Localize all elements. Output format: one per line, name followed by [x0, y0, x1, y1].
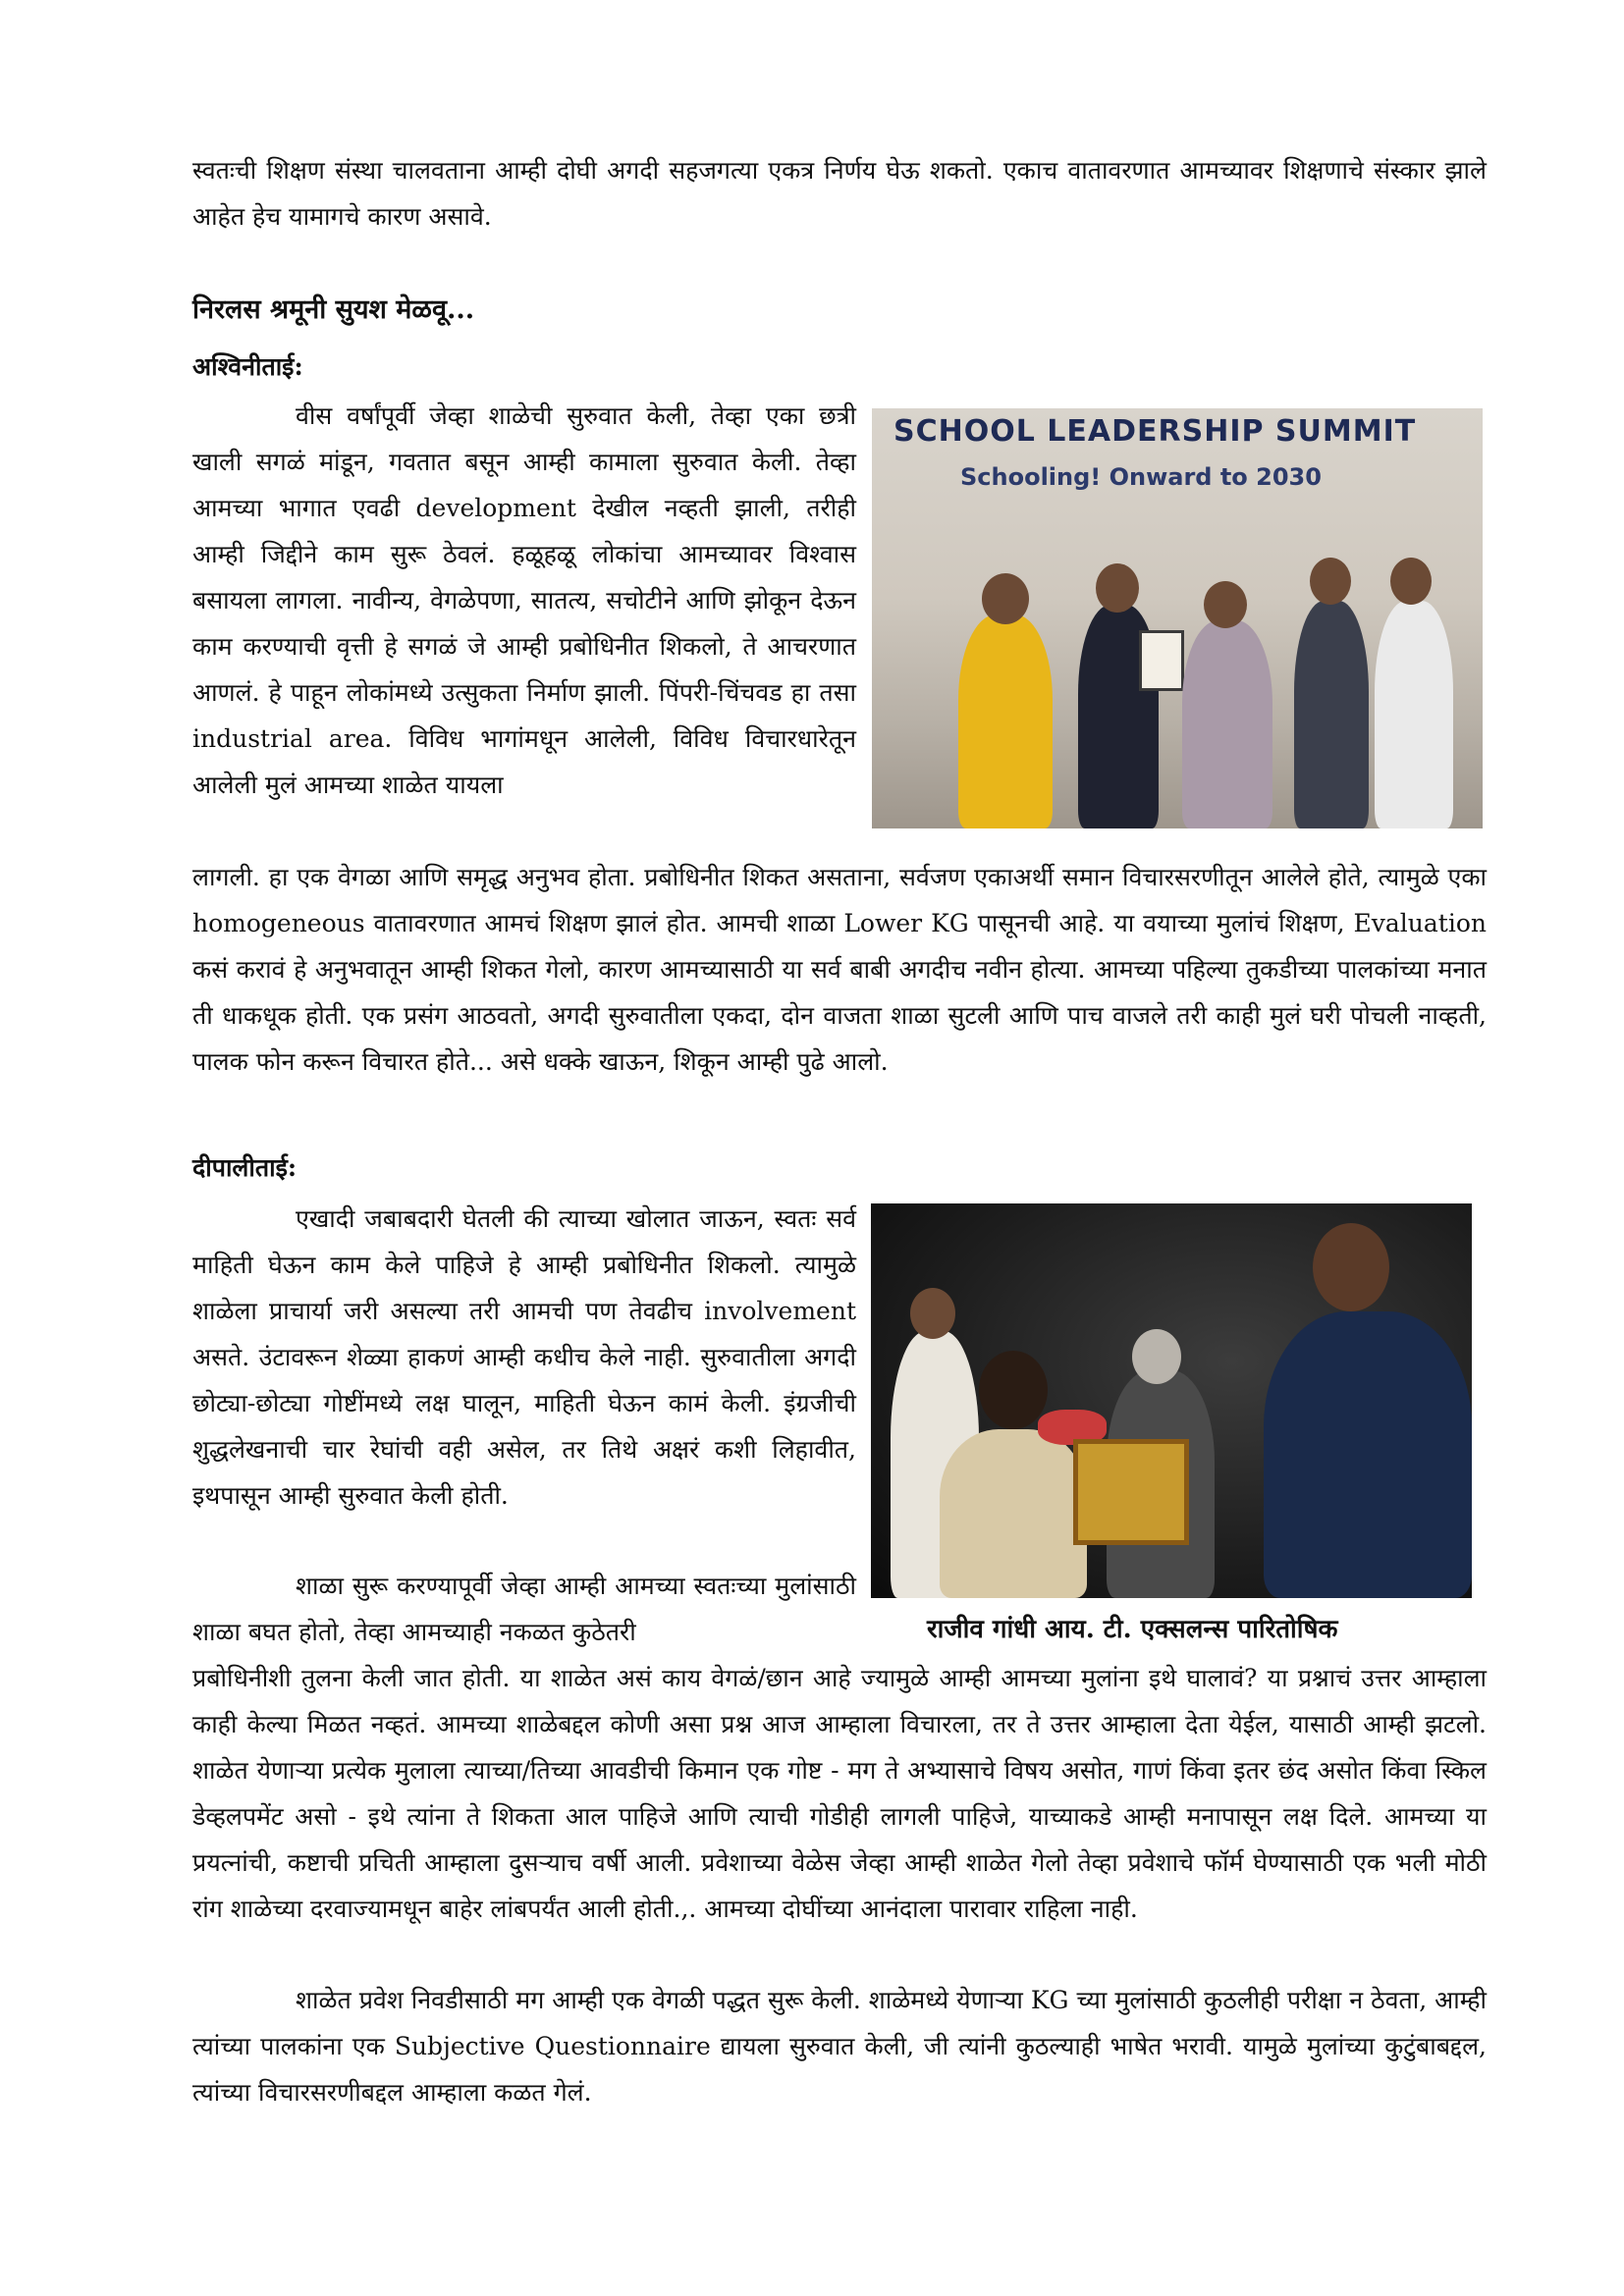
certificate-frame	[1139, 630, 1184, 691]
person-head	[1096, 563, 1139, 613]
rajiv-gandhi-award-photo	[871, 1203, 1472, 1598]
speaker2-full-paragraph-1: प्रबोधिनीशी तुलना केली जात होती. या शाळेत असं काय वेगळं/छान आहे ज्यामुळे आम्ही आमच्या मुलांना इथे घालावं? या प्रश्नाचं उत्तर आम्हाला काही केल्या मिळत नव्हतं. आमच्या शाळेबद्दल कोणी असा प्रश्न आज आम्हाला विचारला, तर ते उत्तर आम्हाला देता येईल, यासाठी आम्ही झटलो. शाळेत येणाऱ्या प्रत्येक मुलाला त्याच्या/तिच्या आवडीची किमान एक गोष्ट - मग ते अभ्यासाचे विषय असोत, गाणं किंवा इतर छंद असोत किंवा स्किल डेव्हलपमेंट असो - इथे त्यांना ते शिकता आल पाहिजे आणि त्याची गोडीही लागली पाहिजे, याच्याकडे आम्ही मनापासून लक्ष दिले. आमच्या या प्रयत्नांची, कष्टाची प्रचिती आम्हाला दुसऱ्याच वर्षी आली. प्रवेशाच्या वेळेस जेव्हा आम्ही शाळेत गेलो तेव्हा प्रवेशाचे फॉर्म घेण्यासाठी एक भली मोठी रांग शाळेच्या दरवाज्यामधून बाहेर लांबपर्यंत आली होती.,. आमच्या दोघींच्या आनंदाला पारावार राहिला नाही.	[192, 1664, 1487, 1923]
speaker2-wrapped-paragraph-2: शाळा सुरू करण्यापूर्वी जेव्हा आम्ही आमच्या स्वतःच्या मुलांसाठी शाळा बघत होतो, तेव्हा आमच्याही नकळत कुठेतरी	[192, 1572, 856, 1646]
speaker2-wrapped-paragraph-1: एखादी जबाबदारी घेतली की त्याच्या खोलात जाऊन, स्वतः सर्व माहिती घेऊन काम केले पाहिजे हे आम्ही प्रबोधिनीत शिकलो. त्यामुळे शाळेला प्राचार्या जरी असल्या तरी आमची पण तेवढीच involvement असते. उंटावरून शेळ्या हाकणं आम्ही कधीच केले नाही. सुरुवातीला अगदी छोट्या-छोट्या गोष्टींमध्ये लक्ष घालून, माहिती घेऊन कामं केली. इंग्रजीची शुद्धलेखनाची चार रेघांची वही असेल, तर तिथे अक्षरं कशी लिहावीत, इथपासून आम्ही सुरुवात केली होती.	[192, 1204, 856, 1510]
photo-banner-title: SCHOOL LEADERSHIP SUMMIT	[893, 414, 1417, 449]
photo-banner-subtitle: Schooling! Onward to 2030	[960, 463, 1322, 491]
speaker1-full-paragraph: लागली. हा एक वेगळा आणि समृद्ध अनुभव होता. प्रबोधिनीत शिकत असताना, सर्वजण एकाअर्थी समान विचारसरणीतून आलेले होते, त्यामुळे एका homogeneous वातावरणात आमचं शिक्षण झालं होत. आमची शाळा Lower KG पासूनची आहे. या वयाच्या मुलांचं शिक्षण, Evaluation कसं करावं हे अनुभवातून आम्ही शिकत गेलो, कारण आमच्यासाठी या सर्व बाबी अगदीच नवीन होत्या. आमच्या पहिल्या तुकडीच्या पालकांच्या मनात ती धाकधूक होती. एक प्रसंग आठवतो, अगदी सुरुवातीला एकदा, दोन वाजता शाळा सुटली आणि पाच वाजले तरी काही मुलं घरी पोचली नाव्हती, पालक फोन करून विचारत होते... असे धक्के खाऊन, शिकून आम्ही पुढे आलो.	[192, 863, 1487, 1076]
person-figure	[958, 614, 1053, 828]
photo-caption: राजीव गांधी आय. टी. एक्सलन्स पारितोषिक	[927, 1615, 1338, 1644]
person-head	[1204, 581, 1247, 628]
person-head	[1313, 1223, 1389, 1311]
summit-award-photo	[872, 408, 1483, 828]
speaker-name-ashwini: अश्विनीताई:	[192, 352, 303, 381]
person-figure	[1294, 601, 1369, 828]
speaker-name-deepali: दीपालीताई:	[192, 1153, 298, 1182]
speaker2-full-paragraph-2: शाळेत प्रवेश निवडीसाठी मग आम्ही एक वेगळी पद्धत सुरू केली. शाळेमध्ये येणाऱ्या KG च्या मुलांसाठी कुठलीही परीक्षा न ठेवता, आम्ही त्यांच्या पालकांना एक Subjective Questionnaire द्यायला सुरुवात केली, जी त्यांनी कुठल्याही भाषेत भरावी. यामुळे मुलांच्या कुटुंबाबद्दल, त्यांच्या विचारसरणीबद्दल आम्हाला कळत गेलं.	[192, 1986, 1487, 2107]
person-head	[1310, 558, 1351, 605]
person-head	[910, 1288, 955, 1339]
section-heading: निरलस श्रमूनी सुयश मेळवू...	[192, 294, 475, 325]
person-head	[982, 573, 1029, 624]
speaker1-wrapped-paragraph: वीस वर्षांपूर्वी जेव्हा शाळेची सुरुवात केली, तेव्हा एका छत्री खाली सगळं मांडून, गवतात बसून आम्ही कामाला सुरुवात केली. तेव्हा आमच्या भागात एवढी development देखील नव्हती झाली, तरीही आम्ही जिद्दीने काम सुरू ठेवलं. हळूहळू लोकांचा आमच्यावर विश्वास बसायला लागला. नावीन्य, वेगळेपणा, सातत्य, सचोटीने आणि झोकून देऊन काम करण्याची वृत्ती हे सगळं जे आम्ही प्रबोधिनीत शिकलो, ते आचरणात आणलं. हे पाहून लोकांमध्ये उत्सुकता निर्माण झाली. पिंपरी-चिंचवड हा तसा industrial area. विविध भागांमधून आलेली, विविध विचारधारेतून आलेली मुलं आमच्या शाळेत यायला	[192, 401, 856, 799]
person-figure	[940, 1429, 1087, 1598]
person-figure	[1182, 620, 1272, 828]
person-figure	[1375, 601, 1453, 828]
person-head	[1132, 1329, 1181, 1384]
intro-paragraph: स्वतःची शिक्षण संस्था चालवताना आम्ही दोघी अगदी सहजगत्या एकत्र निर्णय घेऊ शकतो. एकाच वातावरणात आमच्यावर शिक्षणाचे संस्कार झाले आहेत हेच यामागचे कारण असावे.	[192, 156, 1487, 231]
person-head	[1390, 558, 1432, 605]
person-figure	[1264, 1311, 1472, 1598]
person-head	[979, 1351, 1048, 1429]
award-plaque	[1073, 1439, 1189, 1545]
